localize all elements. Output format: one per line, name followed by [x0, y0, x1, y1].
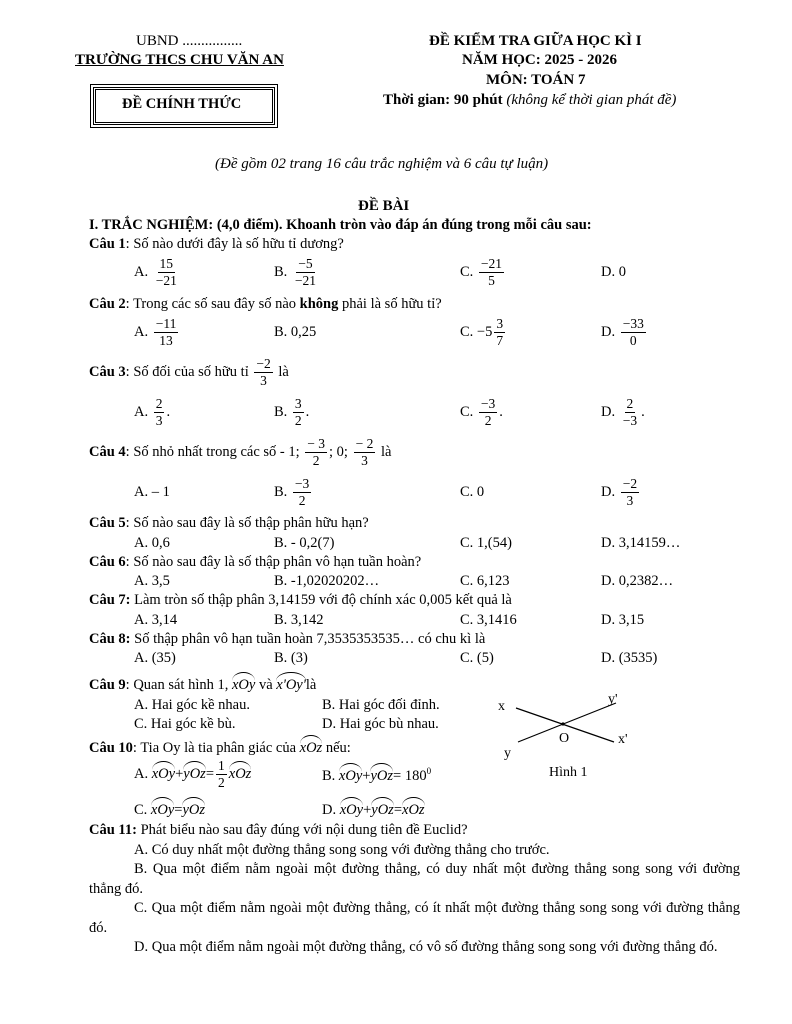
fraction: $\frac{3}{7}$: [496, 316, 504, 348]
question-5: Câu 5: Số nào sau đây là số thập phân hữu hạn?: [89, 515, 369, 531]
question-8: Câu 8: Số thập phân vô hạn tuần hoàn 7,3535353535… có chu kì là: [89, 631, 486, 647]
question-9: Câu 9: Quan sát hình 1, xOy và x'Oy'là: [89, 677, 317, 693]
q9-option-b: B. Hai góc đối đỉnh.: [322, 697, 440, 713]
q11-option-d: D. Qua một điểm nằm ngoài một đường thẳng, có vô số đường thẳng song song với đường thẳng đó.: [134, 939, 718, 955]
q4-option-a: A. – 1: [134, 484, 170, 500]
label-o: O: [559, 731, 570, 746]
q2-option-d: D. $\frac{-33}{0}$: [601, 316, 644, 348]
school-name: TRƯỜNG THCS CHU VĂN AN: [75, 52, 284, 68]
q7-option-a: A. 3,14: [134, 612, 178, 628]
exam-time-bold: Thời gian: 90 phút: [383, 92, 503, 108]
fraction: $\frac{-5}{-21}$: [294, 256, 317, 288]
q6-option-b: B. -1,02020202…: [274, 573, 380, 589]
fraction: $\frac{-33}{0}$: [622, 316, 644, 348]
section-1-title: I. TRẮC NGHIỆM: (4,0 điểm): [89, 217, 279, 233]
q1-option-c: C. $\frac{-21}{5}$: [460, 256, 503, 288]
label-y-prime: y': [608, 692, 618, 707]
point-o: [561, 722, 564, 725]
question-4: Câu 4: Số nhỏ nhất trong các số - 1; $\frac{- 3}{2}$ ; 0; $\frac{- 2}{3}$ là: [89, 436, 392, 468]
q6-option-a: A. 3,5: [134, 573, 170, 589]
section-1-heading: [89, 217, 592, 234]
q8-option-b: B. (3): [274, 650, 308, 666]
q6-option-c: C. 6,123: [460, 573, 510, 589]
question-7: Câu 7: Làm tròn số thập phân 3,14159 với độ chính xác 0,005 kết quả là: [89, 592, 512, 608]
q4-option-d: D. $\frac{-2}{3}$: [601, 476, 638, 508]
exam-title: ĐỀ KIỂM TRA GIỮA HỌC KÌ I: [429, 33, 642, 49]
question-3: Câu 3: Số đối của số hữu tỉ $\frac{-2}{3}$ là: [89, 356, 289, 388]
q2-option-c: C. −5 $\frac{3}{7}$: [460, 316, 504, 348]
q9-option-d: D. Hai góc bù nhau.: [322, 716, 439, 732]
q2-option-b: B. 0,25: [274, 324, 317, 340]
angle-xoy: xOy: [232, 677, 256, 693]
q5-option-d: D. 3,14159…: [601, 535, 681, 551]
subject: MÔN: TOÁN 7: [486, 72, 586, 88]
q11-option-a: A. Có duy nhất một đường thẳng song song với đường thẳng cho trước.: [134, 842, 550, 858]
angle-x-prime-o-y-prime: x'Oy': [276, 677, 306, 693]
school-year: NĂM HỌC: 2025 - 2026: [462, 52, 617, 68]
q5-option-c: C. 1,(54): [460, 535, 512, 551]
question-6: Câu 6: Số nào sau đây là số thập phân vô hạn tuần hoàn?: [89, 554, 422, 570]
fraction: $\frac{15}{-21}$: [155, 256, 177, 288]
q10-option-d: D. xOy+yOz=xOz: [322, 802, 425, 818]
q1-option-d: D. 0: [601, 264, 626, 280]
q9-option-c: C. Hai góc kề bù.: [134, 716, 236, 732]
q4-option-c: C. 0: [460, 484, 485, 500]
angle-xoz: xOz: [299, 740, 323, 756]
label-y: y: [504, 746, 511, 761]
label-x: x: [498, 699, 505, 714]
question-2: Câu 2: Trong các số sau đây số nào không phải là số hữu tỉ?: [89, 296, 442, 312]
q1-option-a: A. $\frac{15}{-21}$: [134, 256, 177, 288]
exam-time-note: (không kể thời gian phát đề): [506, 92, 677, 108]
question-11: Câu 11: Phát biểu nào sau đây đúng với nội dung tiên đề Euclid?: [89, 822, 468, 838]
fraction: $\frac{-11}{13}$: [155, 316, 177, 348]
q11-option-b: B. Qua một điểm nằm ngoài một đường thẳng, có duy nhất một đường thẳng song song với đường thẳng đó.: [89, 861, 740, 897]
q10-option-b: B. $xOy+yOz= 180^0$: [322, 766, 432, 784]
official-label: ĐỀ CHÍNH THỨC: [122, 96, 242, 112]
fraction: $\frac{-21}{5}$: [480, 256, 503, 288]
question-label: Câu 1: [89, 236, 126, 252]
q7-option-b: B. 3,142: [274, 612, 324, 628]
page-title: ĐỀ BÀI: [358, 198, 410, 214]
q8-option-d: D. (3535): [601, 650, 658, 666]
fraction: $\frac{-2}{3}$: [256, 356, 271, 388]
question-text: : Số nào dưới đây là số hữu tỉ dương?: [125, 236, 344, 252]
q7-option-d: D. 3,15: [601, 612, 645, 628]
q1-option-b: B. $\frac{-5}{-21}$: [274, 256, 317, 288]
q3-option-a: A. $\frac{2}{3}$ .: [134, 396, 171, 428]
ubnd-line: UBND ................: [136, 33, 243, 49]
q9-option-a: A. Hai góc kề nhau.: [134, 697, 250, 713]
q4-option-b: B. $\frac{-3}{2}$: [274, 476, 310, 508]
figure-1-caption: Hình 1: [549, 765, 588, 780]
q3-option-c: C. $\frac{-3}{2}$ .: [460, 396, 503, 428]
q7-option-c: C. 3,1416: [460, 612, 517, 628]
q5-option-a: A. 0,6: [134, 535, 170, 551]
q10-option-c: C. xOy=yOz: [134, 802, 206, 818]
composition-note: (Đề gồm 02 trang 16 câu trắc nghiệm và 6 câu tự luận): [215, 156, 549, 172]
q11-option-c: C. Qua một điểm nằm ngoài một đường thẳng, có ít nhất một đường thẳng song song với đường thẳng đó.: [89, 900, 740, 936]
question-1: [89, 236, 344, 253]
exam-time: [383, 92, 676, 109]
q3-option-b: B. $\frac{3}{2}$ .: [274, 396, 310, 428]
q10-option-a: A. xOy+yOz= $\frac{1}{2}$ xOz: [134, 758, 252, 790]
q3-option-d: D. $\frac{2}{-3}$ .: [601, 396, 645, 428]
section-1-instruction: . Khoanh tròn vào đáp án đúng trong mỗi câu sau:: [278, 217, 592, 233]
q8-option-a: A. (35): [134, 650, 176, 666]
q2-option-a: A. $\frac{-11}{13}$: [134, 316, 177, 348]
q8-option-c: C. (5): [460, 650, 494, 666]
question-10: Câu 10: Tia Oy là tia phân giác của xOz nếu:: [89, 740, 351, 756]
q6-option-d: D. 0,2382…: [601, 573, 674, 589]
label-x-prime: x': [618, 732, 628, 747]
q5-option-b: B. - 0,2(7): [274, 535, 335, 551]
